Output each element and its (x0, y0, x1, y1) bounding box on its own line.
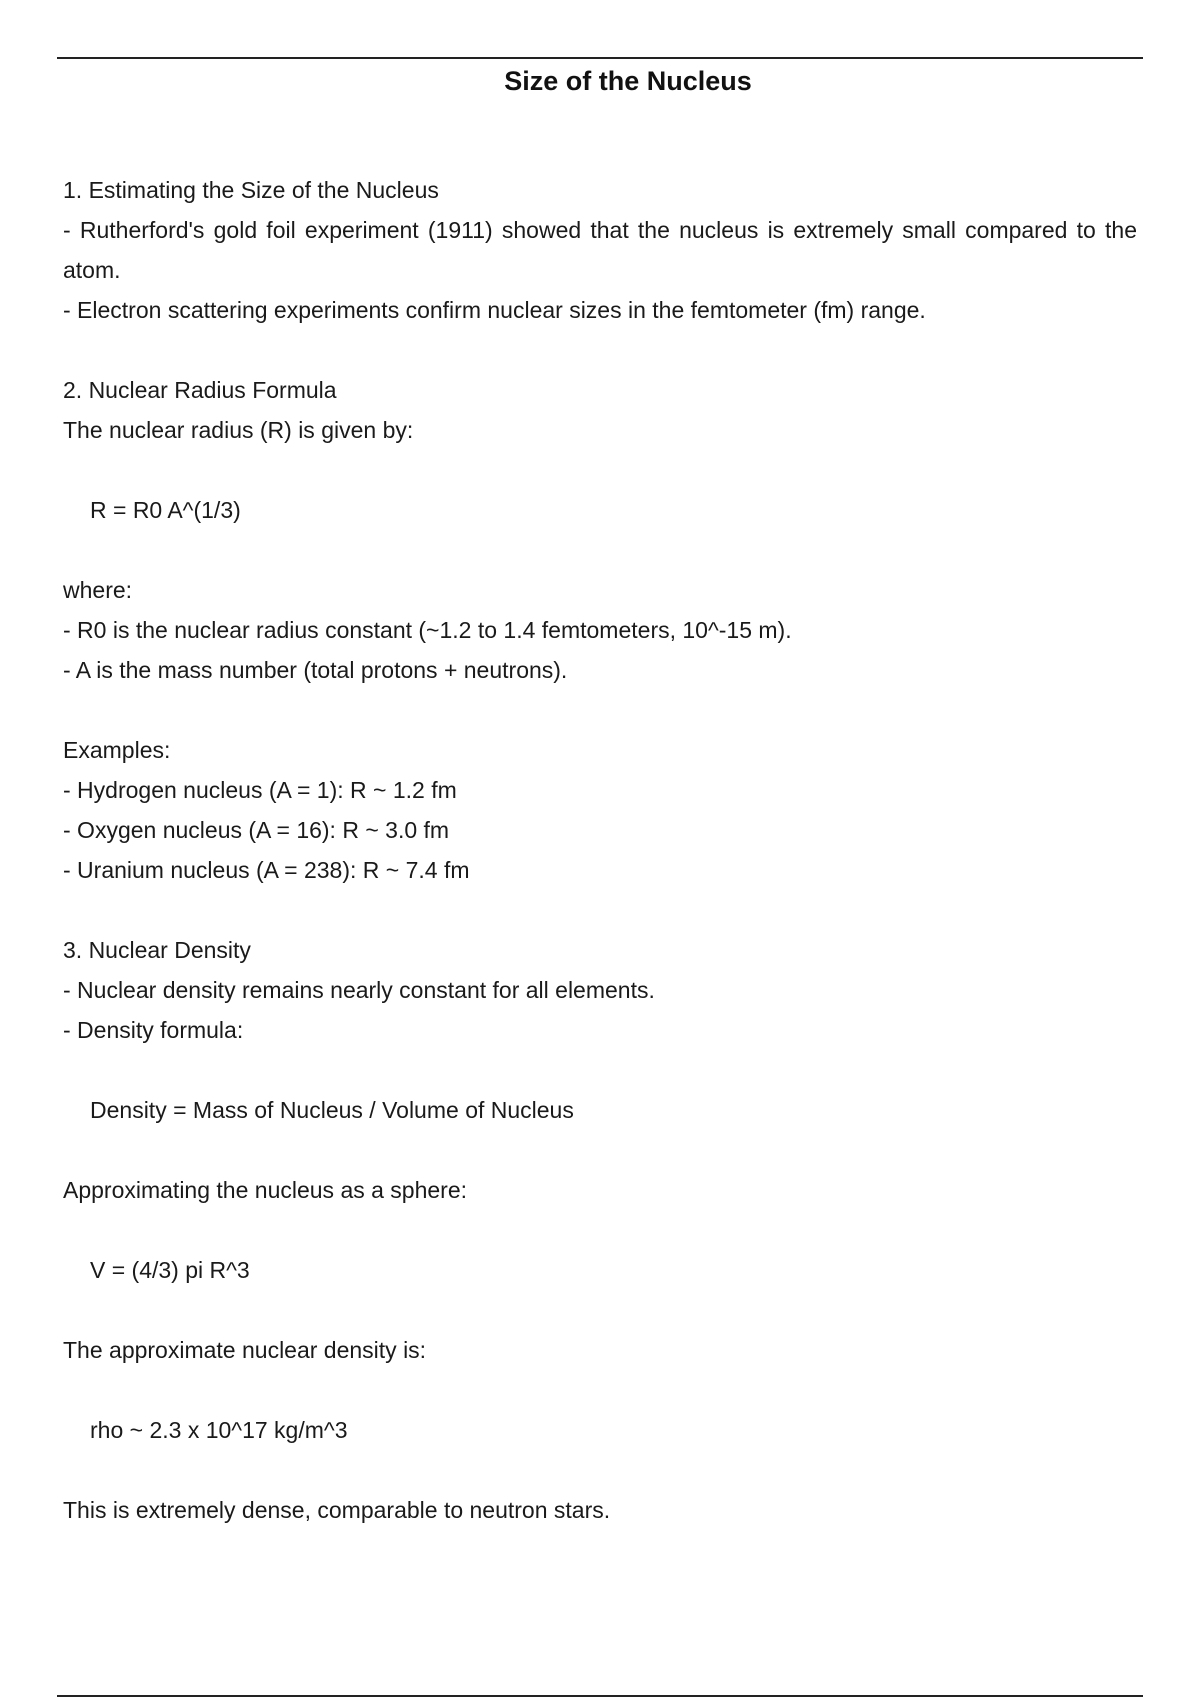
spacer (63, 1050, 1137, 1090)
spacer (63, 1370, 1137, 1410)
page-title: Size of the Nucleus (504, 66, 752, 96)
spacer (63, 1130, 1137, 1170)
spacer (63, 1210, 1137, 1250)
spacer (63, 450, 1137, 490)
spacer (63, 690, 1137, 730)
where-label: where: (63, 577, 133, 603)
density-intro: The approximate nuclear density is: (63, 1337, 427, 1363)
example-uranium: - Uranium nucleus (A = 238): R ~ 7.4 fm (63, 857, 470, 883)
conclusion: This is extremely dense, comparable to neutron stars. (63, 1497, 611, 1523)
spacer (63, 530, 1137, 570)
example-oxygen: - Oxygen nucleus (A = 16): R ~ 3.0 fm (63, 817, 450, 843)
spacer (63, 1450, 1137, 1490)
section-1-heading: 1. Estimating the Size of the Nucleus (63, 177, 439, 203)
where-point-a: - A is the mass number (total protons + neutrons). (63, 657, 568, 683)
bottom-rule (57, 1695, 1143, 1697)
where-point-r0: - R0 is the nuclear radius constant (~1.2 to 1.4 femtometers, 10^-15 m). (63, 617, 792, 643)
section-3-point-2: - Density formula: (63, 1017, 244, 1043)
section-1-point-2: - Electron scattering experiments confirm nuclear sizes in the femtometer (fm) range. (63, 297, 926, 323)
document-body (63, 170, 1137, 1530)
volume-formula: V = (4/3) pi R^3 (90, 1257, 250, 1283)
example-hydrogen: - Hydrogen nucleus (A = 1): R ~ 1.2 fm (63, 777, 457, 803)
spacer (63, 890, 1137, 930)
section-1-point-1: - Rutherford's gold foil experiment (1911) showed that the nucleus is extremely small compared to the atom. (63, 217, 1137, 283)
spacer (63, 1290, 1137, 1330)
section-3-point-1: - Nuclear density remains nearly constant for all elements. (63, 977, 655, 1003)
density-value: rho ~ 2.3 x 10^17 kg/m^3 (90, 1417, 348, 1443)
section-3-heading: 3. Nuclear Density (63, 937, 251, 963)
section-2-intro: The nuclear radius (R) is given by: (63, 417, 414, 443)
sphere-intro: Approximating the nucleus as a sphere: (63, 1177, 468, 1203)
spacer (63, 330, 1137, 370)
examples-label: Examples: (63, 737, 171, 763)
section-2-heading: 2. Nuclear Radius Formula (63, 377, 337, 403)
density-formula: Density = Mass of Nucleus / Volume of Nucleus (90, 1097, 574, 1123)
radius-formula: R = R0 A^(1/3) (90, 497, 241, 523)
top-rule (57, 57, 1143, 59)
